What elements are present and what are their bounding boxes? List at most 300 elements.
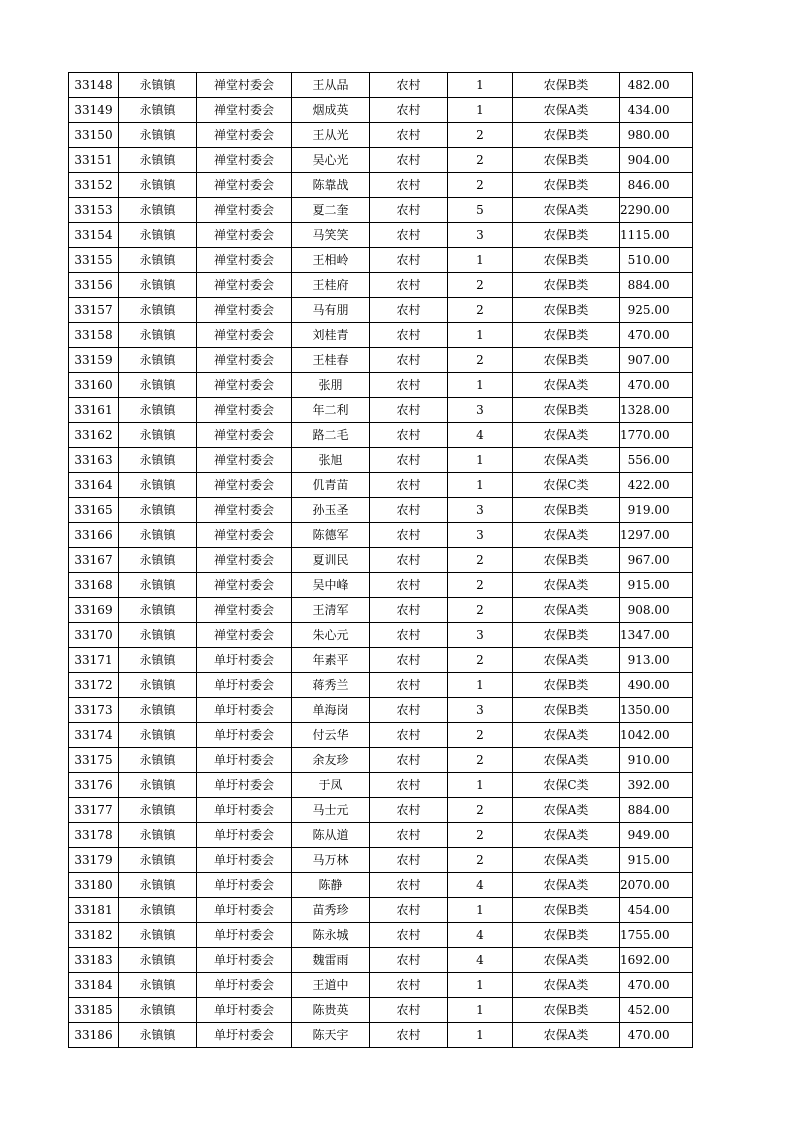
table-row: [69, 798, 693, 823]
table-row: [69, 523, 693, 548]
table-row: [69, 98, 693, 123]
member-count-cell: 1: [448, 673, 513, 698]
town-cell: 永镇镇: [119, 673, 197, 698]
member-count-cell: 2: [448, 748, 513, 773]
person-name-cell: 夏训民: [292, 548, 370, 573]
member-count-cell: 2: [448, 173, 513, 198]
member-count-cell: 1: [448, 73, 513, 98]
village-committee-cell: 禅堂村委会: [197, 148, 292, 173]
record-id-cell: 33168: [69, 573, 119, 598]
household-type-cell: 农村: [370, 248, 448, 273]
table-row: [69, 1023, 693, 1048]
record-id-cell: 33163: [69, 448, 119, 473]
amount-cell: 1042.00: [620, 723, 693, 748]
record-id-cell: 33161: [69, 398, 119, 423]
town-cell: 永镇镇: [119, 748, 197, 773]
household-type-cell: 农村: [370, 898, 448, 923]
person-name-cell: 王桂府: [292, 273, 370, 298]
table-row: [69, 773, 693, 798]
amount-cell: 452.00: [620, 998, 693, 1023]
amount-cell: 1692.00: [620, 948, 693, 973]
insurance-category-cell: 农保A类: [513, 748, 620, 773]
person-name-cell: 吴中峰: [292, 573, 370, 598]
member-count-cell: 2: [448, 123, 513, 148]
amount-cell: 967.00: [620, 548, 693, 573]
member-count-cell: 3: [448, 498, 513, 523]
village-committee-cell: 禅堂村委会: [197, 123, 292, 148]
insurance-category-cell: 农保A类: [513, 98, 620, 123]
table-row: [69, 123, 693, 148]
town-cell: 永镇镇: [119, 1023, 197, 1048]
insurance-category-cell: 农保B类: [513, 698, 620, 723]
town-cell: 永镇镇: [119, 598, 197, 623]
town-cell: 永镇镇: [119, 948, 197, 973]
table-row: [69, 998, 693, 1023]
town-cell: 永镇镇: [119, 698, 197, 723]
record-id-cell: 33157: [69, 298, 119, 323]
town-cell: 永镇镇: [119, 323, 197, 348]
record-id-cell: 33166: [69, 523, 119, 548]
person-name-cell: 苗秀珍: [292, 898, 370, 923]
household-type-cell: 农村: [370, 348, 448, 373]
member-count-cell: 3: [448, 223, 513, 248]
town-cell: 永镇镇: [119, 348, 197, 373]
village-committee-cell: 禅堂村委会: [197, 223, 292, 248]
insurance-category-cell: 农保B类: [513, 923, 620, 948]
village-committee-cell: 禅堂村委会: [197, 448, 292, 473]
amount-cell: 1328.00: [620, 398, 693, 423]
record-id-cell: 33183: [69, 948, 119, 973]
amount-cell: 915.00: [620, 573, 693, 598]
table-row: [69, 148, 693, 173]
amount-cell: 907.00: [620, 348, 693, 373]
person-name-cell: 魏雷雨: [292, 948, 370, 973]
table-row: [69, 323, 693, 348]
village-committee-cell: 禅堂村委会: [197, 248, 292, 273]
amount-cell: 2290.00: [620, 198, 693, 223]
household-type-cell: 农村: [370, 148, 448, 173]
table-row: [69, 648, 693, 673]
insurance-category-cell: 农保A类: [513, 973, 620, 998]
person-name-cell: 王相岭: [292, 248, 370, 273]
town-cell: 永镇镇: [119, 623, 197, 648]
insurance-category-cell: 农保B类: [513, 348, 620, 373]
record-id-cell: 33181: [69, 898, 119, 923]
person-name-cell: 路二毛: [292, 423, 370, 448]
household-type-cell: 农村: [370, 673, 448, 698]
village-committee-cell: 禅堂村委会: [197, 173, 292, 198]
town-cell: 永镇镇: [119, 798, 197, 823]
amount-cell: 913.00: [620, 648, 693, 673]
member-count-cell: 3: [448, 623, 513, 648]
record-id-cell: 33180: [69, 873, 119, 898]
town-cell: 永镇镇: [119, 973, 197, 998]
insurance-category-cell: 农保A类: [513, 873, 620, 898]
village-committee-cell: 单圩村委会: [197, 898, 292, 923]
record-id-cell: 33176: [69, 773, 119, 798]
household-type-cell: 农村: [370, 298, 448, 323]
person-name-cell: 年素平: [292, 648, 370, 673]
amount-cell: 470.00: [620, 973, 693, 998]
town-cell: 永镇镇: [119, 173, 197, 198]
town-cell: 永镇镇: [119, 723, 197, 748]
amount-cell: 1115.00: [620, 223, 693, 248]
member-count-cell: 1: [448, 98, 513, 123]
insurance-category-cell: 农保B类: [513, 998, 620, 1023]
person-name-cell: 王桂春: [292, 348, 370, 373]
person-name-cell: 王从品: [292, 73, 370, 98]
village-committee-cell: 禅堂村委会: [197, 348, 292, 373]
household-type-cell: 农村: [370, 923, 448, 948]
town-cell: 永镇镇: [119, 123, 197, 148]
household-type-cell: 农村: [370, 798, 448, 823]
table-row: [69, 423, 693, 448]
insurance-category-cell: 农保A类: [513, 1023, 620, 1048]
member-count-cell: 4: [448, 423, 513, 448]
record-id-cell: 33171: [69, 648, 119, 673]
insurance-category-cell: 农保B类: [513, 73, 620, 98]
record-id-cell: 33175: [69, 748, 119, 773]
amount-cell: 482.00: [620, 73, 693, 98]
record-id-cell: 33154: [69, 223, 119, 248]
table-row: [69, 273, 693, 298]
table-row: [69, 948, 693, 973]
town-cell: 永镇镇: [119, 923, 197, 948]
record-id-cell: 33148: [69, 73, 119, 98]
table-row: [69, 448, 693, 473]
insurance-category-cell: 农保C类: [513, 473, 620, 498]
person-name-cell: 付云华: [292, 723, 370, 748]
table-row: [69, 923, 693, 948]
person-name-cell: 王清军: [292, 598, 370, 623]
person-name-cell: 夏二奎: [292, 198, 370, 223]
village-committee-cell: 禅堂村委会: [197, 573, 292, 598]
table-row: [69, 673, 693, 698]
amount-cell: 904.00: [620, 148, 693, 173]
insurance-category-cell: 农保B类: [513, 548, 620, 573]
amount-cell: 884.00: [620, 273, 693, 298]
record-id-cell: 33186: [69, 1023, 119, 1048]
household-type-cell: 农村: [370, 648, 448, 673]
village-committee-cell: 禅堂村委会: [197, 523, 292, 548]
village-committee-cell: 单圩村委会: [197, 648, 292, 673]
table-row: [69, 73, 693, 98]
table-row: [69, 248, 693, 273]
record-id-cell: 33174: [69, 723, 119, 748]
amount-cell: 980.00: [620, 123, 693, 148]
village-committee-cell: 禅堂村委会: [197, 198, 292, 223]
insurance-category-cell: 农保B类: [513, 173, 620, 198]
member-count-cell: 2: [448, 823, 513, 848]
household-type-cell: 农村: [370, 698, 448, 723]
record-id-cell: 33159: [69, 348, 119, 373]
town-cell: 永镇镇: [119, 873, 197, 898]
insurance-category-cell: 农保B类: [513, 673, 620, 698]
member-count-cell: 2: [448, 598, 513, 623]
household-type-cell: 农村: [370, 473, 448, 498]
insurance-category-cell: 农保A类: [513, 448, 620, 473]
amount-cell: 915.00: [620, 848, 693, 873]
table-row: [69, 598, 693, 623]
table-row: [69, 173, 693, 198]
member-count-cell: 2: [448, 648, 513, 673]
household-type-cell: 农村: [370, 323, 448, 348]
household-type-cell: 农村: [370, 823, 448, 848]
village-committee-cell: 禅堂村委会: [197, 73, 292, 98]
village-committee-cell: 单圩村委会: [197, 923, 292, 948]
table-row: [69, 698, 693, 723]
town-cell: 永镇镇: [119, 248, 197, 273]
household-type-cell: 农村: [370, 398, 448, 423]
amount-cell: 884.00: [620, 798, 693, 823]
village-committee-cell: 禅堂村委会: [197, 423, 292, 448]
household-type-cell: 农村: [370, 623, 448, 648]
insurance-category-cell: 农保B类: [513, 623, 620, 648]
village-committee-cell: 单圩村委会: [197, 948, 292, 973]
insurance-category-cell: 农保A类: [513, 848, 620, 873]
insurance-category-cell: 农保A类: [513, 423, 620, 448]
amount-cell: 470.00: [620, 1023, 693, 1048]
table-row: [69, 848, 693, 873]
insurance-category-cell: 农保B类: [513, 223, 620, 248]
person-name-cell: 陈静: [292, 873, 370, 898]
table-row: [69, 898, 693, 923]
household-type-cell: 农村: [370, 173, 448, 198]
insurance-category-cell: 农保B类: [513, 123, 620, 148]
insurance-category-cell: 农保A类: [513, 948, 620, 973]
table-row: [69, 373, 693, 398]
household-type-cell: 农村: [370, 948, 448, 973]
amount-cell: 949.00: [620, 823, 693, 848]
person-name-cell: 于凤: [292, 773, 370, 798]
village-committee-cell: 禅堂村委会: [197, 323, 292, 348]
household-type-cell: 农村: [370, 773, 448, 798]
town-cell: 永镇镇: [119, 298, 197, 323]
table-row: [69, 498, 693, 523]
record-id-cell: 33153: [69, 198, 119, 223]
insurance-category-cell: 农保B类: [513, 148, 620, 173]
member-count-cell: 2: [448, 798, 513, 823]
household-type-cell: 农村: [370, 573, 448, 598]
insurance-category-cell: 农保A类: [513, 523, 620, 548]
member-count-cell: 2: [448, 273, 513, 298]
member-count-cell: 4: [448, 923, 513, 948]
amount-cell: 2070.00: [620, 873, 693, 898]
record-id-cell: 33150: [69, 123, 119, 148]
member-count-cell: 1: [448, 998, 513, 1023]
record-id-cell: 33173: [69, 698, 119, 723]
insurance-category-cell: 农保C类: [513, 773, 620, 798]
benefit-table: [68, 72, 693, 1048]
member-count-cell: 2: [448, 298, 513, 323]
household-type-cell: 农村: [370, 723, 448, 748]
amount-cell: 556.00: [620, 448, 693, 473]
town-cell: 永镇镇: [119, 273, 197, 298]
household-type-cell: 农村: [370, 498, 448, 523]
person-name-cell: 仉青苗: [292, 473, 370, 498]
record-id-cell: 33149: [69, 98, 119, 123]
member-count-cell: 1: [448, 473, 513, 498]
record-id-cell: 33169: [69, 598, 119, 623]
amount-cell: 434.00: [620, 98, 693, 123]
record-id-cell: 33172: [69, 673, 119, 698]
member-count-cell: 2: [448, 148, 513, 173]
person-name-cell: 马笑笑: [292, 223, 370, 248]
village-committee-cell: 禅堂村委会: [197, 598, 292, 623]
town-cell: 永镇镇: [119, 398, 197, 423]
village-committee-cell: 禅堂村委会: [197, 273, 292, 298]
town-cell: 永镇镇: [119, 148, 197, 173]
amount-cell: 910.00: [620, 748, 693, 773]
person-name-cell: 张朋: [292, 373, 370, 398]
insurance-category-cell: 农保A类: [513, 823, 620, 848]
insurance-category-cell: 农保A类: [513, 198, 620, 223]
insurance-category-cell: 农保A类: [513, 723, 620, 748]
member-count-cell: 1: [448, 373, 513, 398]
amount-cell: 470.00: [620, 373, 693, 398]
village-committee-cell: 禅堂村委会: [197, 373, 292, 398]
member-count-cell: 4: [448, 948, 513, 973]
amount-cell: 490.00: [620, 673, 693, 698]
person-name-cell: 孙玉圣: [292, 498, 370, 523]
record-id-cell: 33185: [69, 998, 119, 1023]
record-id-cell: 33177: [69, 798, 119, 823]
village-committee-cell: 单圩村委会: [197, 798, 292, 823]
town-cell: 永镇镇: [119, 473, 197, 498]
town-cell: 永镇镇: [119, 423, 197, 448]
amount-cell: 1297.00: [620, 523, 693, 548]
town-cell: 永镇镇: [119, 448, 197, 473]
record-id-cell: 33164: [69, 473, 119, 498]
record-id-cell: 33179: [69, 848, 119, 873]
amount-cell: 919.00: [620, 498, 693, 523]
insurance-category-cell: 农保B类: [513, 498, 620, 523]
member-count-cell: 3: [448, 698, 513, 723]
amount-cell: 454.00: [620, 898, 693, 923]
table-row: [69, 573, 693, 598]
household-type-cell: 农村: [370, 998, 448, 1023]
town-cell: 永镇镇: [119, 198, 197, 223]
household-type-cell: 农村: [370, 423, 448, 448]
household-type-cell: 农村: [370, 273, 448, 298]
town-cell: 永镇镇: [119, 523, 197, 548]
table-body: [69, 73, 693, 1048]
household-type-cell: 农村: [370, 748, 448, 773]
household-type-cell: 农村: [370, 373, 448, 398]
record-id-cell: 33151: [69, 148, 119, 173]
household-type-cell: 农村: [370, 123, 448, 148]
member-count-cell: 5: [448, 198, 513, 223]
town-cell: 永镇镇: [119, 848, 197, 873]
village-committee-cell: 单圩村委会: [197, 998, 292, 1023]
town-cell: 永镇镇: [119, 898, 197, 923]
person-name-cell: 陈德军: [292, 523, 370, 548]
record-id-cell: 33152: [69, 173, 119, 198]
amount-cell: 1770.00: [620, 423, 693, 448]
village-committee-cell: 单圩村委会: [197, 1023, 292, 1048]
person-name-cell: 蒋秀兰: [292, 673, 370, 698]
amount-cell: 908.00: [620, 598, 693, 623]
amount-cell: 925.00: [620, 298, 693, 323]
person-name-cell: 朱心元: [292, 623, 370, 648]
village-committee-cell: 禅堂村委会: [197, 98, 292, 123]
record-id-cell: 33170: [69, 623, 119, 648]
member-count-cell: 2: [448, 848, 513, 873]
person-name-cell: 陈从道: [292, 823, 370, 848]
village-committee-cell: 单圩村委会: [197, 698, 292, 723]
record-id-cell: 33160: [69, 373, 119, 398]
insurance-category-cell: 农保A类: [513, 373, 620, 398]
person-name-cell: 马有朋: [292, 298, 370, 323]
table-row: [69, 198, 693, 223]
village-committee-cell: 单圩村委会: [197, 823, 292, 848]
record-id-cell: 33165: [69, 498, 119, 523]
member-count-cell: 1: [448, 248, 513, 273]
village-committee-cell: 禅堂村委会: [197, 498, 292, 523]
member-count-cell: 2: [448, 548, 513, 573]
household-type-cell: 农村: [370, 848, 448, 873]
town-cell: 永镇镇: [119, 998, 197, 1023]
table-row: [69, 548, 693, 573]
member-count-cell: 2: [448, 573, 513, 598]
person-name-cell: 马万林: [292, 848, 370, 873]
village-committee-cell: 单圩村委会: [197, 873, 292, 898]
person-name-cell: 烟成英: [292, 98, 370, 123]
amount-cell: 1347.00: [620, 623, 693, 648]
person-name-cell: 年二利: [292, 398, 370, 423]
amount-cell: 1755.00: [620, 923, 693, 948]
person-name-cell: 王道中: [292, 973, 370, 998]
insurance-category-cell: 农保B类: [513, 298, 620, 323]
person-name-cell: 余友珍: [292, 748, 370, 773]
amount-cell: 846.00: [620, 173, 693, 198]
record-id-cell: 33162: [69, 423, 119, 448]
member-count-cell: 1: [448, 973, 513, 998]
town-cell: 永镇镇: [119, 573, 197, 598]
record-id-cell: 33158: [69, 323, 119, 348]
village-committee-cell: 单圩村委会: [197, 973, 292, 998]
person-name-cell: 马士元: [292, 798, 370, 823]
member-count-cell: 1: [448, 323, 513, 348]
record-id-cell: 33182: [69, 923, 119, 948]
household-type-cell: 农村: [370, 198, 448, 223]
household-type-cell: 农村: [370, 548, 448, 573]
household-type-cell: 农村: [370, 223, 448, 248]
town-cell: 永镇镇: [119, 73, 197, 98]
household-type-cell: 农村: [370, 523, 448, 548]
table-row: [69, 473, 693, 498]
table-row: [69, 348, 693, 373]
person-name-cell: 单海岗: [292, 698, 370, 723]
household-type-cell: 农村: [370, 98, 448, 123]
table-row: [69, 873, 693, 898]
village-committee-cell: 单圩村委会: [197, 773, 292, 798]
town-cell: 永镇镇: [119, 823, 197, 848]
insurance-category-cell: 农保B类: [513, 398, 620, 423]
member-count-cell: 2: [448, 723, 513, 748]
household-type-cell: 农村: [370, 973, 448, 998]
town-cell: 永镇镇: [119, 548, 197, 573]
record-id-cell: 33178: [69, 823, 119, 848]
amount-cell: 422.00: [620, 473, 693, 498]
insurance-category-cell: 农保A类: [513, 798, 620, 823]
household-type-cell: 农村: [370, 1023, 448, 1048]
table-row: [69, 623, 693, 648]
amount-cell: 510.00: [620, 248, 693, 273]
person-name-cell: 陈靠战: [292, 173, 370, 198]
town-cell: 永镇镇: [119, 223, 197, 248]
member-count-cell: 3: [448, 398, 513, 423]
